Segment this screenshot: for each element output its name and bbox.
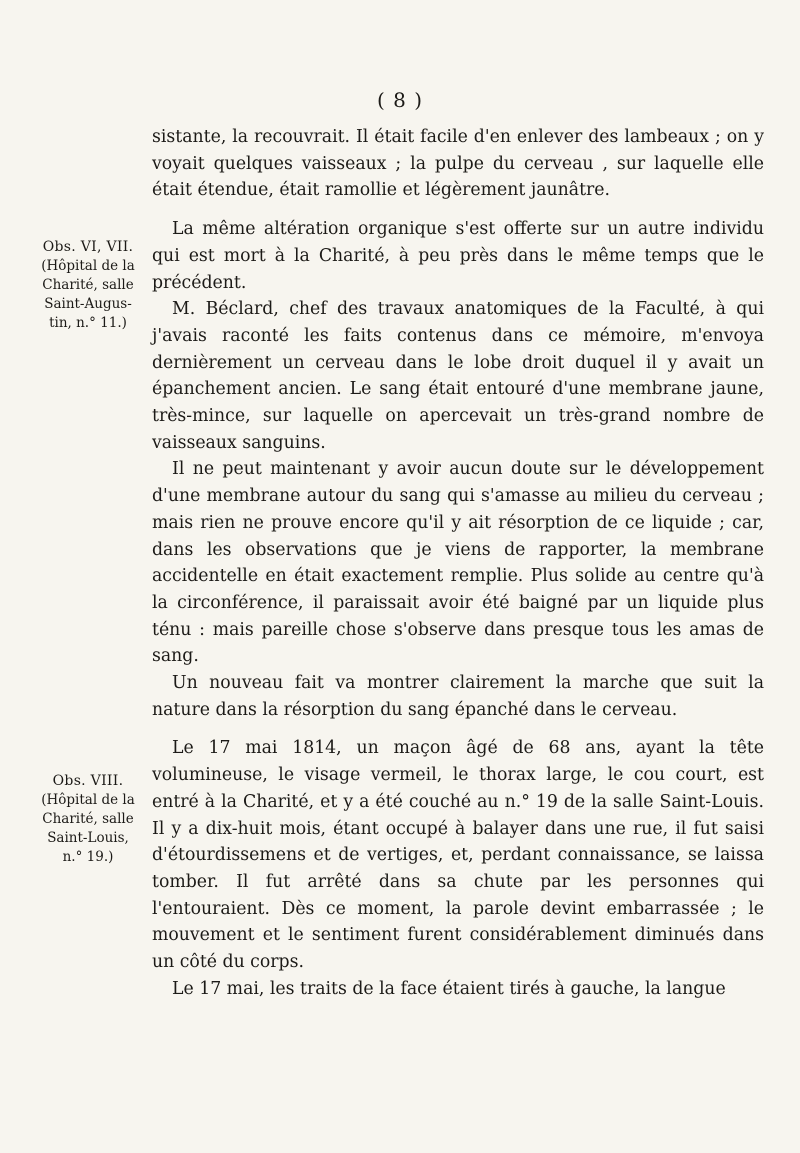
body-text — [152, 124, 764, 1003]
margin-note-line: Saint-Louis, — [47, 830, 129, 846]
paragraph: Un nouveau fait va montrer clairement la marche que suit la nature dans la résorption du sang épanché dans le cerveau. — [152, 673, 764, 720]
margin-note-line: Charité, salle — [42, 277, 134, 293]
margin-note-line: n.° 19.) — [62, 849, 114, 865]
margin-note-label: Obs. VI, VII. — [42, 239, 134, 255]
margin-note-line: (Hôpital de la — [41, 792, 135, 808]
margin-note-obs-6-7 — [20, 238, 156, 333]
margin-note-label: Obs. VIII. — [52, 773, 124, 789]
paragraph: M. Béclard, chef des travaux anatomiques de la Faculté, à qui j'avais raconté les faits contenus dans ce mémoire, m'envoya dernièrement un cerveau dans le lobe droit duquel il y avait un épanchement ancien. Le sang était entouré d'une membrane jaune, très-mince, sur laquelle on apercevait un très-grand nombre de vaisseaux sanguins. — [152, 299, 764, 453]
page-number: ( 8 ) — [376, 88, 424, 112]
margin-note-line: (Hôpital de la — [41, 258, 135, 274]
margin-note-line: Charité, salle — [42, 811, 134, 827]
margin-note-line: Saint-Augus- — [44, 296, 132, 312]
paragraph: Le 17 mai 1814, un maçon âgé de 68 ans, ayant la tête volumineuse, le visage vermeil, le thorax large, le cou court, est entré à la Charité, et y a été couché au n.° 19 de la salle Saint-Louis. Il y a dix-huit mois, étant occupé à balayer dans une rue, il fut saisi d'étourdissemens et de vertiges, et, perdant connaissance, se laissa tomber. Il fut arrêté dans sa chute par les personnes qui l'entouraient. Dès ce moment, la parole devint embarrassée ; le mouvement et le sentiment furent considérablement diminués dans un côté du corps. — [152, 738, 764, 973]
margin-note-line: tin, n.° 11.) — [49, 315, 127, 331]
paragraph: Le 17 mai, les traits de la face étaient tirés à gauche, la langue — [172, 978, 726, 999]
paragraph: La même altération organique s'est offerte sur un autre individu qui est mort à la Charité, à peu près dans le même temps que le précédent. — [152, 219, 764, 293]
paragraph: sistante, la recouvrait. Il était facile d'en enlever des lambeaux ; on y voyait quelques vaisseaux ; la pulpe du cerveau , sur laquelle elle était étendue, était ramollie et légèrement jaunâtre. — [152, 127, 764, 201]
margin-note-obs-8 — [20, 772, 156, 867]
paragraph: Il ne peut maintenant y avoir aucun doute sur le développement d'une membrane autour du sang qui s'amasse au milieu du cerveau ; mais rien ne prouve encore qu'il y ait résorption de ce liquide ; car, dans les observations que je viens de rapporter, la membrane accidentelle en était exactement remplie. Plus solide au centre qu'à la circonférence, il paraissait avoir été baigné par un liquide plus ténu : mais pareille chose s'observe dans presque tous les amas de sang. — [152, 459, 764, 667]
